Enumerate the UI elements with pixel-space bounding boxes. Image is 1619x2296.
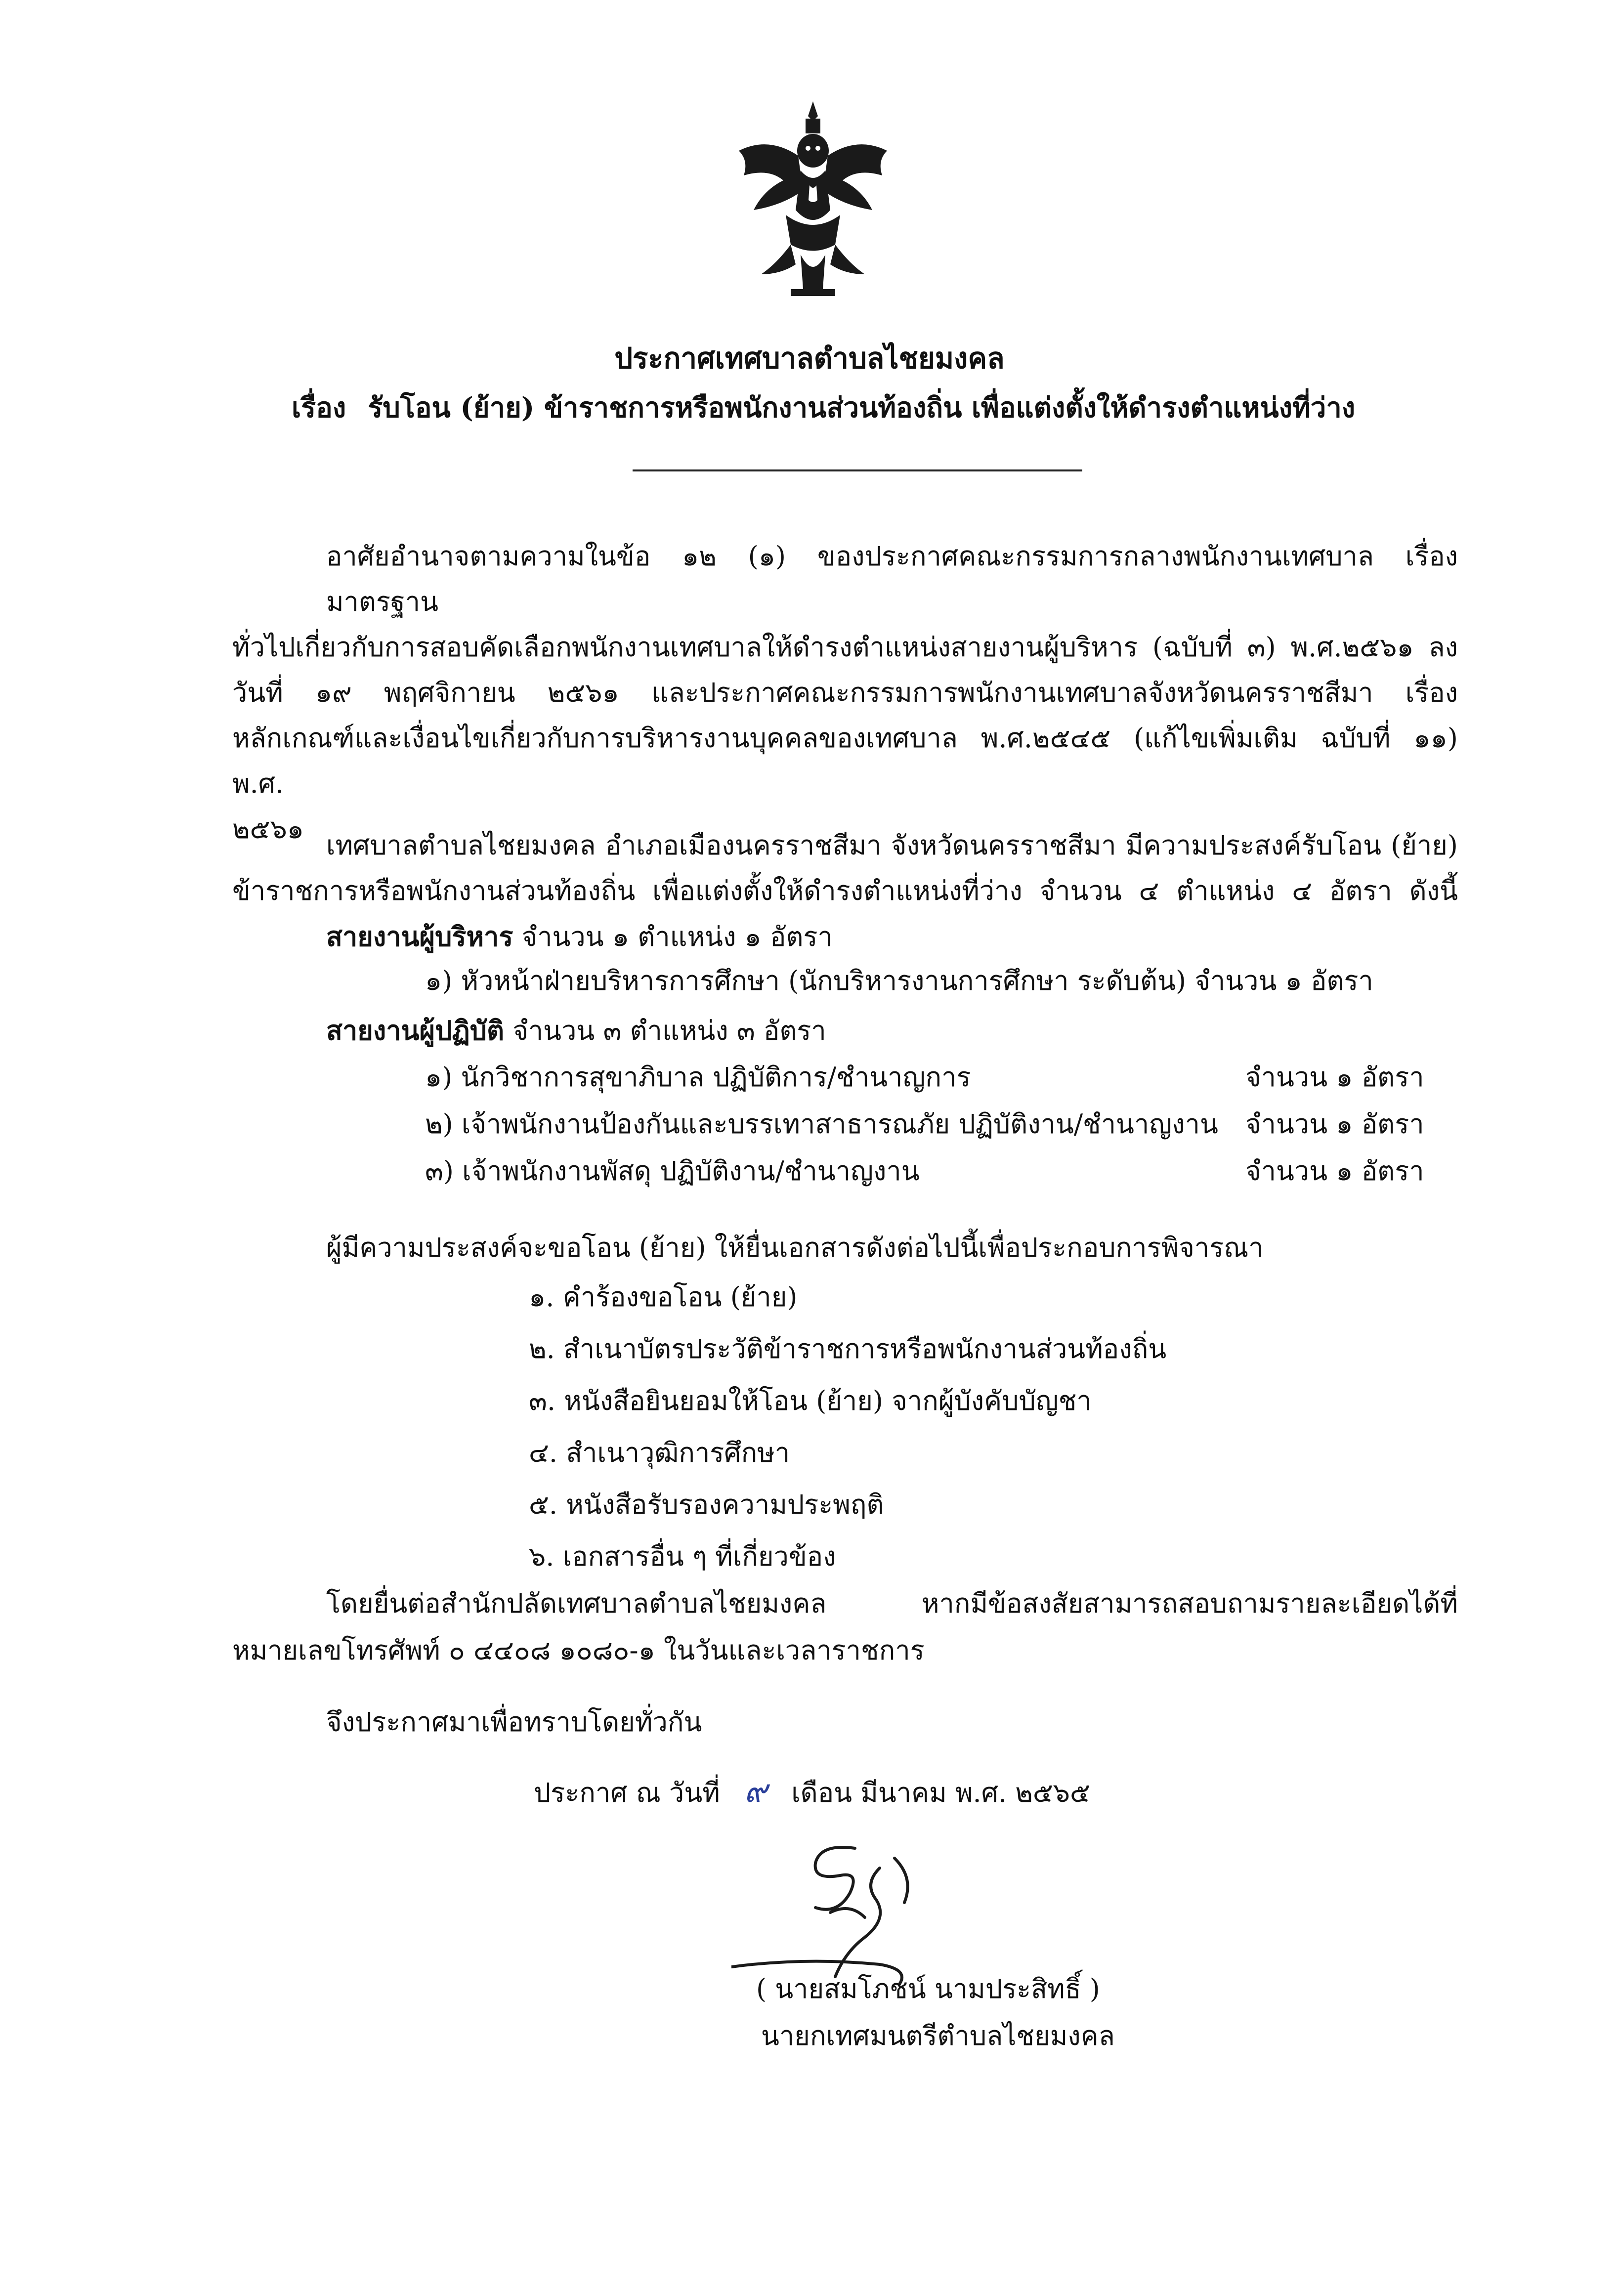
- paragraph-line: ข้าราชการหรือพนักงานส่วนท้องถิ่น เพื่อแต่งตั้งให้ดำรงตำแหน่งที่ว่าง จำนวน ๔ ตำแหน่ง ๔ อัตรา ดังนี้: [232, 875, 1458, 906]
- operational-position-item: ๑) นักวิชาการสุขาภิบาล ปฏิบัติการ/ชำนาญการ: [425, 1062, 971, 1093]
- paragraph-line: ๒๕๖๑: [232, 813, 304, 845]
- paragraph-line: วันที่ ๑๙ พฤศจิกายน ๒๕๖๑ และประกาศคณะกรรมการพนักงานเทศบาลจังหวัดนครราชสีมา เรื่อง: [232, 677, 1458, 708]
- contact-line-2: หมายเลขโทรศัพท์ ๐ ๔๔๐๘ ๑๐๘๐-๑ ในวันและเวลาราชการ: [232, 1635, 925, 1666]
- document-item: ๔. สำเนาวุฒิการศึกษา: [529, 1437, 790, 1468]
- executive-heading: สายงานผู้บริหาร: [326, 921, 513, 952]
- operational-count: จำนวน ๓ ตำแหน่ง ๓ อัตรา: [512, 1015, 826, 1046]
- subject-text: รับโอน (ย้าย) ข้าราชการหรือพนักงานส่วนท้องถิ่น เพื่อแต่งตั้งให้ดำรงตำแหน่งที่ว่าง: [368, 391, 1356, 424]
- subject-line: [292, 390, 1355, 425]
- operational-heading: สายงานผู้ปฏิบัติ: [326, 1015, 505, 1046]
- documents-intro: ผู้มีความประสงค์จะขอโอน (ย้าย) ให้ยื่นเอกสารดังต่อไปนี้เพื่อประกอบการพิจารณา: [326, 1232, 1264, 1263]
- signatory-position: นายกเทศมนตรีตำบลไชยมงคล: [761, 2020, 1115, 2051]
- document-item: ๕. หนังสือรับรองความประพฤติ: [529, 1489, 884, 1520]
- executive-heading-line: [326, 919, 833, 954]
- operational-position-item: ๓) เจ้าพนักงานพัสดุ ปฏิบัติงาน/ชำนาญงาน: [425, 1155, 920, 1187]
- document-item: ๑. คำร้องขอโอน (ย้าย): [529, 1281, 798, 1313]
- position-amount: จำนวน ๑ อัตรา: [1245, 1108, 1424, 1140]
- paragraph-intent: [232, 823, 1458, 914]
- subject-label: เรื่อง: [292, 391, 346, 424]
- signatory-name: ( นายสมโภชน์ นามประสิทธิ์ ): [756, 1973, 1100, 2004]
- executive-count: จำนวน ๑ ตำแหน่ง ๑ อัตรา: [521, 921, 833, 952]
- operational-position-item: ๒) เจ้าพนักงานป้องกันและบรรเทาสาธารณภัย ปฏิบัติงาน/ชำนาญงาน: [425, 1108, 1218, 1140]
- announcement-date: [534, 1774, 1090, 1810]
- paragraph-line: เทศบาลตำบลไชยมงคล อำเภอเมืองนครราชสีมา จังหวัดนครราชสีมา มีความประสงค์รับโอน (ย้าย): [326, 830, 1458, 861]
- date-suffix: เดือน มีนาคม พ.ศ. ๒๕๖๕: [791, 1777, 1090, 1808]
- paragraph-line: อาศัยอำนาจตามความในข้อ ๑๒ (๑) ของประกาศคณะกรรมการกลางพนักงานเทศบาล เรื่อง มาตรฐาน: [326, 541, 1458, 617]
- contact-line-1: โดยยื่นต่อสำนักปลัดเทศบาลตำบลไชยมงคล หากมีข้อสงสัยสามารถสอบถามรายละเอียดได้ที่: [326, 1588, 1458, 1619]
- paragraph-authority: [232, 534, 1458, 852]
- document-item: ๓. หนังสือยินยอมให้โอน (ย้าย) จากผู้บังคับบัญชา: [529, 1385, 1092, 1416]
- title-underline: [633, 469, 1082, 471]
- executive-position-item: ๑) หัวหน้าฝ่ายบริหารการศึกษา (นักบริหารงานการศึกษา ระดับต้น) จำนวน ๑ อัตรา: [425, 965, 1373, 996]
- paragraph-line: หลักเกณฑ์และเงื่อนไขเกี่ยวกับการบริหารงานบุคคลของเทศบาล พ.ศ.๒๕๔๕ (แก้ไขเพิ่มเติม ฉบับที่ ๑๑) พ.ศ.: [232, 723, 1458, 799]
- garuda-emblem-icon: [731, 96, 895, 304]
- operational-heading-line: [326, 1013, 826, 1048]
- document-item: ๒. สำเนาบัตรประวัติข้าราชการหรือพนักงานส่วนท้องถิ่น: [529, 1333, 1167, 1364]
- document-item: ๖. เอกสารอื่น ๆ ที่เกี่ยวข้อง: [529, 1541, 836, 1572]
- date-prefix: ประกาศ ณ วันที่: [534, 1777, 720, 1808]
- closing-line: จึงประกาศมาเพื่อทราบโดยทั่วกัน: [326, 1706, 702, 1738]
- paragraph-line: ทั่วไปเกี่ยวกับการสอบคัดเลือกพนักงานเทศบาลให้ดำรงตำแหน่งสายงานผู้บริหาร (ฉบับที่ ๓) พ.ศ.๒๕๖๑ ลง: [232, 632, 1458, 663]
- announcement-title: ประกาศเทศบาลตำบลไชยมงคล: [614, 341, 1005, 375]
- date-day-handwritten: ๙: [744, 1773, 767, 1810]
- position-amount: จำนวน ๑ อัตรา: [1245, 1062, 1424, 1093]
- position-amount: จำนวน ๑ อัตรา: [1245, 1155, 1424, 1187]
